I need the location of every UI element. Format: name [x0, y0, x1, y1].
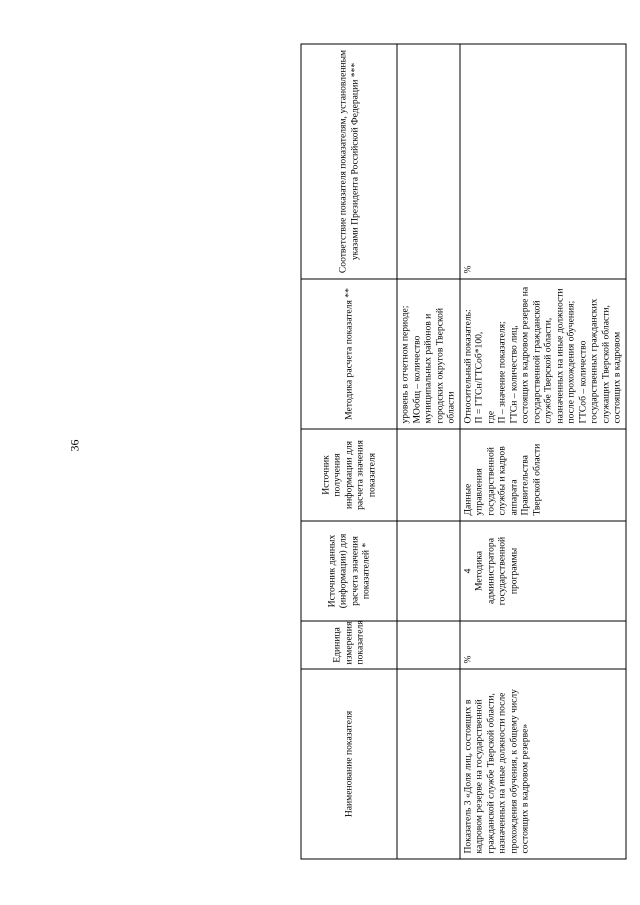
header-methodology: Методика расчета показателя ** — [301, 279, 397, 429]
indicator-table — [301, 44, 627, 860]
cell-correspondence-empty — [397, 44, 460, 279]
cell-unit-empty — [397, 621, 460, 669]
cell-name-empty — [397, 669, 460, 859]
table-row-indicator-3 — [460, 44, 626, 859]
header-indicator-name: Наименование показателя — [301, 669, 397, 859]
table-row-continuation — [397, 44, 460, 859]
cell-info-source-empty — [397, 429, 460, 521]
header-unit: Единица измерения показателя — [301, 621, 397, 669]
table-header-row — [301, 44, 397, 859]
indicator-table-rotated — [301, 45, 623, 860]
header-info-source: Источник получения информации для расчета значения показателя — [301, 429, 397, 521]
cell-indicator-name: Показатель 3 «Доля лиц, состоящих в кадровом резерве на государственной гражданской службе Тверской области, назначенных на иные должности после прохождения обучения, к общему числу состоящих в кадровом резерве» — [460, 669, 626, 859]
page-number: 36 — [67, 439, 82, 452]
cell-data-source-empty — [397, 521, 460, 621]
cell-methodology-continuation: уровень в отчетном периоде; МОобщ – количество муниципальных районов и городских округов Тверской области — [397, 279, 460, 429]
cell-methodology: Относительный показатель: П = ГТСн/ГТСоб*100, где П – значение показателя; ГТСн – количество лиц, состоящих в кадровом резерве на государственной гражданской службе Тверской области, назначенных на иные должности после прохождения обучения; ГТСоб – количество государственных гражданских служащих Тверской области, состоящих в кадровом — [460, 279, 626, 429]
cell-correspondence: % — [460, 44, 626, 279]
header-data-source: Источник данных (информации) для расчета значения показателей * — [301, 521, 397, 621]
cell-info-source: Данные управления государственной службы и кадров аппарата Правительства Тверской области — [460, 429, 626, 521]
header-presidential-decree-correspondence: Соответствие показателя показателям, установленным указами Президента Российской Федерации *** — [301, 44, 397, 279]
cell-unit: % — [460, 621, 626, 669]
cell-data-source: 4 Методика администратора государственной программы — [460, 521, 626, 621]
